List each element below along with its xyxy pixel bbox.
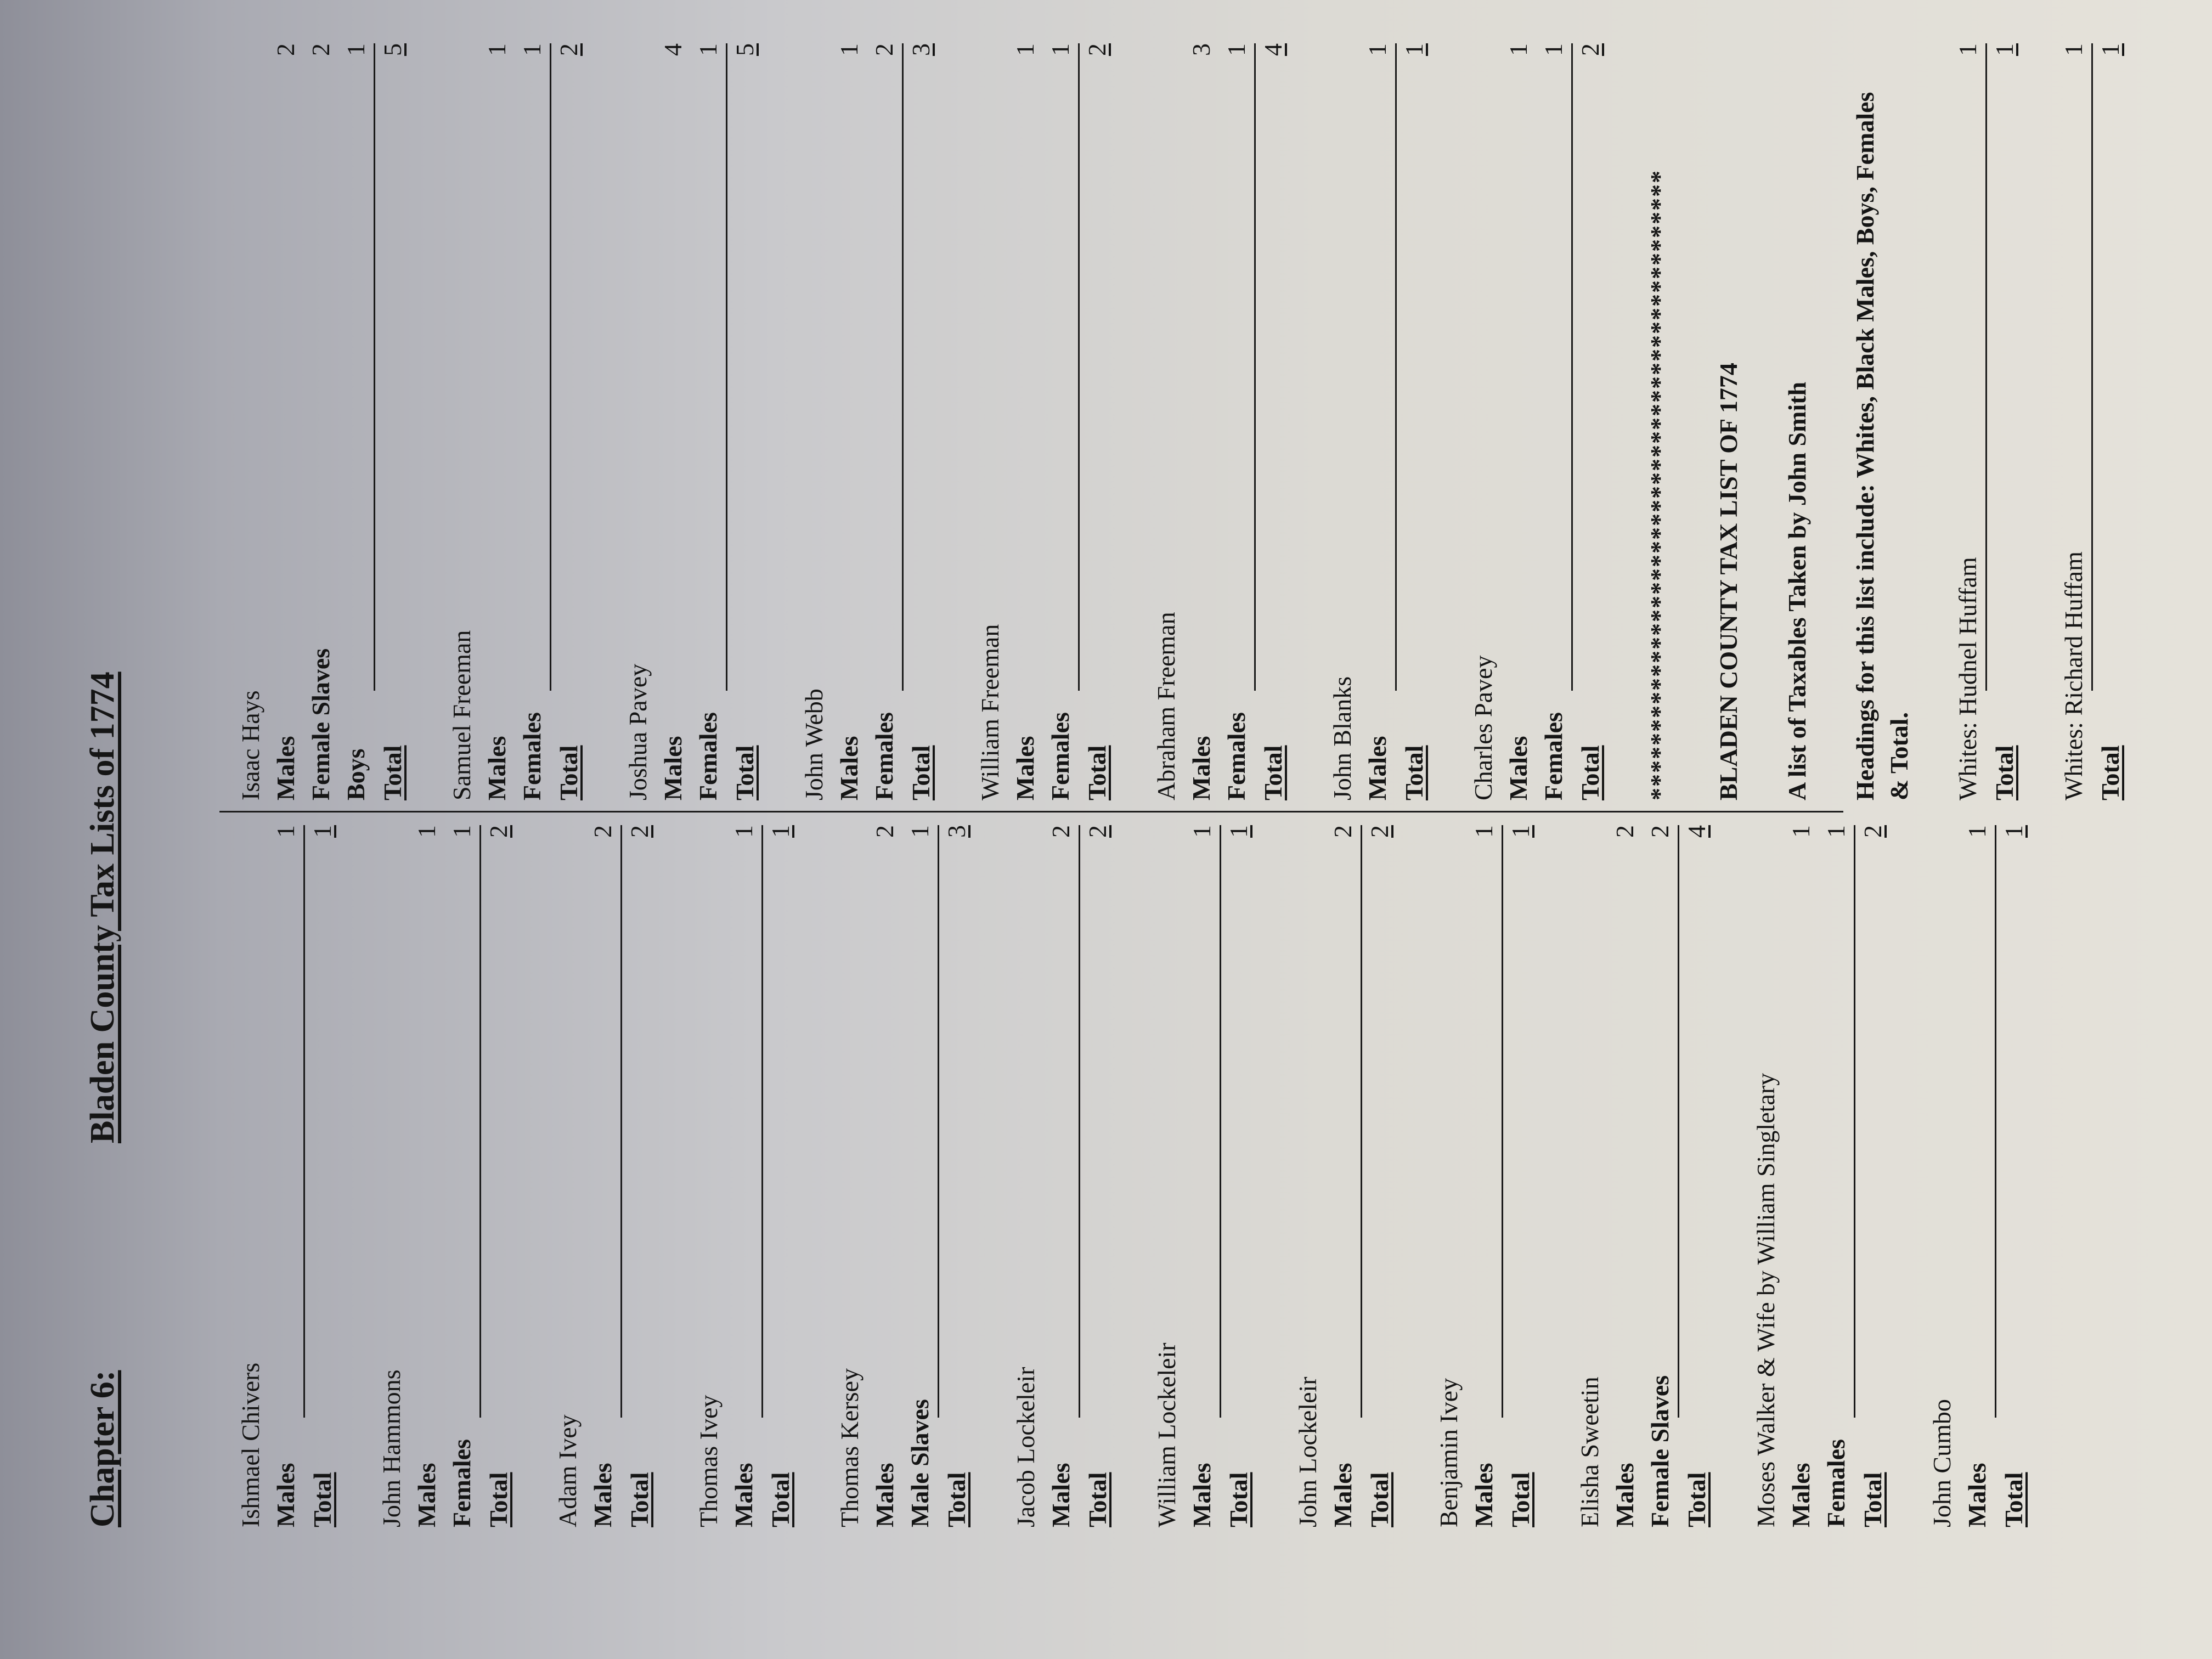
total-label: Total <box>731 745 759 800</box>
row-value: 1 <box>1822 825 1850 838</box>
row-label: Males <box>835 736 863 800</box>
total-value: 2 <box>484 825 512 838</box>
total-value: 5 <box>379 43 407 56</box>
total-value: 3 <box>907 43 935 56</box>
total-value: 5 <box>731 43 759 56</box>
entry-row <box>1819 825 1854 1527</box>
tax-entry <box>832 825 974 1527</box>
entry-name: Whites: Richard Huffam <box>2059 551 2087 800</box>
total-label: Total <box>1400 745 1428 800</box>
entry-total-row <box>1985 43 2022 800</box>
total-label: Total <box>1683 1472 1711 1527</box>
total-value: 4 <box>1259 43 1287 56</box>
total-value: 1 <box>2000 825 2028 838</box>
white-entries <box>1950 43 2128 800</box>
entry-name: Elisha Sweetin <box>1576 1376 1604 1527</box>
entry-row <box>1501 43 1536 800</box>
entry-row <box>1184 43 1219 800</box>
entry-row <box>515 43 550 800</box>
entry-row <box>691 43 726 800</box>
row-value: 1 <box>518 43 546 56</box>
tax-entry <box>374 825 516 1527</box>
total-label: Total <box>1506 1472 1534 1527</box>
total-label: Total <box>1990 745 2018 800</box>
entry-row <box>1219 43 1254 800</box>
tax-entry <box>2056 43 2128 800</box>
tax-entry <box>1431 825 1538 1527</box>
row-label: Females <box>448 1439 476 1527</box>
right-entries <box>233 43 1608 800</box>
tax-entry <box>233 43 410 800</box>
row-label: Male Slaves <box>906 1399 934 1527</box>
entry-total-row <box>938 825 974 1527</box>
entry-row <box>1607 825 1643 1527</box>
row-value: 1 <box>1963 825 1991 838</box>
entry-row <box>1184 825 1220 1527</box>
entry-row <box>268 825 303 1527</box>
headings-note: Headings for this list include: Whites, Black Males, Boys, Females & Total. <box>1851 92 1913 800</box>
total-value: 4 <box>1683 825 1711 838</box>
total-value: 3 <box>943 825 970 838</box>
entry-row <box>867 43 902 800</box>
row-label: Females <box>1539 712 1567 800</box>
total-label: Total <box>1084 1472 1111 1527</box>
entry-total-row <box>1854 825 1891 1527</box>
row-label: Males <box>1504 736 1532 800</box>
total-value: 1 <box>1990 43 2018 56</box>
total-label: Total <box>484 1472 512 1527</box>
entry-name: Jacob Lockeleir <box>1012 1367 1040 1527</box>
total-label: Total <box>1576 745 1604 800</box>
entry-total-row <box>1678 825 1714 1527</box>
entry-name: John Hammons <box>377 1369 405 1527</box>
row-value: 1 <box>906 825 934 838</box>
row-label: Males <box>272 736 300 800</box>
tax-entry <box>1008 825 1115 1527</box>
tax-entry <box>550 825 657 1527</box>
row-value: 1 <box>413 825 441 838</box>
row-label: Females <box>694 712 722 800</box>
chapter-label: Chapter 6: <box>84 1370 121 1527</box>
entry-row <box>479 43 515 800</box>
total-value: 2 <box>555 43 583 56</box>
row-label: Boys <box>342 748 370 800</box>
entry-total-row <box>1220 825 1256 1527</box>
total-label: Total <box>766 1472 794 1527</box>
row-label: Males <box>1188 1463 1216 1527</box>
entry-total-row <box>1254 43 1291 800</box>
section-heading: BLADEN COUNTY TAX LIST OF 1774 <box>1714 363 1742 800</box>
row-label: Males <box>589 1463 617 1527</box>
row-label: Males <box>1611 1463 1639 1527</box>
total-label: Total <box>1083 745 1111 800</box>
row-label: Females <box>518 712 546 800</box>
row-label: Females <box>1046 712 1074 800</box>
row-label: Males <box>413 1463 441 1527</box>
entry-name-row <box>2056 43 2091 800</box>
row-label: Males <box>730 1463 758 1527</box>
total-value: 1 <box>1224 825 1252 838</box>
entry-row <box>832 43 867 800</box>
tax-entry <box>233 825 340 1527</box>
total-value: 2 <box>625 825 653 838</box>
entry-total-row <box>620 825 657 1527</box>
entry-row <box>726 825 761 1527</box>
entry-row <box>1466 825 1502 1527</box>
entry-total-row <box>1078 43 1115 800</box>
total-label: Total <box>1859 1472 1887 1527</box>
separator-stars: ********************************************** <box>1645 170 1673 800</box>
total-label: Total <box>555 745 583 800</box>
entry-row <box>1784 825 1819 1527</box>
row-value: 1 <box>730 825 758 838</box>
row-value: 1 <box>1222 43 1250 56</box>
entry-row <box>1008 43 1043 800</box>
entry-name: John Cumbo <box>1928 1399 1956 1527</box>
entry-row <box>902 825 938 1527</box>
entry-total-row <box>1571 43 1608 800</box>
tax-entry <box>1950 43 2022 800</box>
total-value: 2 <box>1083 43 1111 56</box>
row-label: Males <box>1470 1463 1498 1527</box>
total-value: 2 <box>1365 825 1393 838</box>
row-value: 2 <box>1329 825 1357 838</box>
total-value: 2 <box>1859 825 1887 838</box>
row-value: 1 <box>1188 825 1216 838</box>
entry-name: Benjamin Ivey <box>1435 1378 1463 1527</box>
row-value: 3 <box>1187 43 1215 56</box>
total-label: Total <box>379 745 407 800</box>
total-label: Total <box>2000 1472 2028 1527</box>
entry-row <box>268 43 303 800</box>
row-value: 1 <box>483 43 511 56</box>
right-column <box>233 43 2162 800</box>
entry-name: Charles Pavey <box>1469 655 1497 800</box>
entry-row <box>1360 43 1395 800</box>
entry-name-row <box>1950 43 1985 800</box>
tax-entry <box>1925 825 2032 1527</box>
entry-total-row <box>1502 825 1538 1527</box>
entry-total-row <box>1361 825 1397 1527</box>
entry-name: William Freeman <box>976 624 1004 800</box>
chapter-title: Bladen County Tax Lists of 1774 <box>84 672 121 1143</box>
tax-entry <box>444 43 586 800</box>
entry-name: Abraham Freeman <box>1152 612 1180 800</box>
row-label: Males <box>272 1463 300 1527</box>
entry-row <box>338 43 374 800</box>
row-value: 1 <box>1504 43 1532 56</box>
entry-row <box>1043 825 1079 1527</box>
total-label: Total <box>907 745 935 800</box>
tax-entry <box>620 43 763 800</box>
total-value: 1 <box>1400 43 1428 56</box>
row-label: Females <box>1822 1439 1850 1527</box>
entry-name-value: 1 <box>2059 43 2087 56</box>
tax-entry <box>1748 825 1891 1527</box>
row-value: 2 <box>871 825 899 838</box>
entry-row <box>1043 43 1078 800</box>
tax-entry <box>1149 43 1291 800</box>
entry-total-row <box>1995 825 2032 1527</box>
tax-entry <box>1572 825 1714 1527</box>
tax-entry <box>691 825 798 1527</box>
row-value: 1 <box>272 825 300 838</box>
row-label: Female Slaves <box>1646 1375 1674 1527</box>
total-label: Total <box>625 1472 653 1527</box>
entry-total-row <box>1395 43 1432 800</box>
row-label: Males <box>871 1463 899 1527</box>
total-value: 2 <box>1084 825 1111 838</box>
row-label: Males <box>1011 736 1039 800</box>
row-value: 1 <box>1363 43 1391 56</box>
entry-total-row <box>2091 43 2128 800</box>
row-label: Males <box>1329 1463 1357 1527</box>
row-value: 1 <box>1787 825 1815 838</box>
entry-name: Isaac Hays <box>236 690 264 800</box>
tax-entry <box>973 43 1115 800</box>
entry-name: Moses Walker & Wife by William Singletary <box>1752 1073 1780 1527</box>
row-value: 2 <box>1047 825 1075 838</box>
entry-name: John Lockeleir <box>1294 1376 1322 1527</box>
row-label: Males <box>1787 1463 1815 1527</box>
entry-row <box>656 43 691 800</box>
row-value: 1 <box>1539 43 1567 56</box>
row-value: 1 <box>448 825 476 838</box>
total-value: 2 <box>1576 43 1604 56</box>
row-value: 2 <box>1646 825 1674 838</box>
tax-entry <box>1149 825 1256 1527</box>
entry-name: Ishmael Chivers <box>236 1362 264 1527</box>
tax-entry <box>1466 43 1608 800</box>
entry-row <box>1960 825 1995 1527</box>
row-label: Males <box>483 736 511 800</box>
tax-entry <box>1290 825 1397 1527</box>
row-value: 2 <box>307 43 335 56</box>
entry-row <box>1325 825 1361 1527</box>
row-label: Males <box>1963 1463 1991 1527</box>
tax-entry <box>1325 43 1432 800</box>
entry-total-row <box>374 43 410 800</box>
row-value: 2 <box>589 825 617 838</box>
entry-name: John Blanks <box>1328 676 1356 800</box>
total-value: 1 <box>766 825 794 838</box>
entry-total-row <box>550 43 586 800</box>
left-column <box>233 825 2066 1527</box>
row-value: 1 <box>1011 43 1039 56</box>
total-label: Total <box>2096 745 2124 800</box>
entry-total-row <box>479 825 516 1527</box>
row-value: 2 <box>1611 825 1639 838</box>
row-label: Males <box>1363 736 1391 800</box>
entry-row <box>867 825 902 1527</box>
intro-text: A list of Taxables Taken by John Smith <box>1783 381 1811 800</box>
row-value: 4 <box>659 43 687 56</box>
entry-total-row <box>902 43 939 800</box>
column-divider <box>219 811 1843 812</box>
total-value: 1 <box>308 825 336 838</box>
entry-name: John Webb <box>800 689 828 800</box>
row-label: Males <box>1187 736 1215 800</box>
tax-entry <box>797 43 939 800</box>
entry-name: Samuel Freeman <box>448 630 476 800</box>
row-value: 1 <box>694 43 722 56</box>
total-label: Total <box>1365 1472 1393 1527</box>
entry-total-row <box>1079 825 1115 1527</box>
row-value: 1 <box>342 43 370 56</box>
entry-name: Joshua Pavey <box>624 663 652 800</box>
entry-name: William Lockeleir <box>1153 1342 1181 1527</box>
row-value: 1 <box>835 43 863 56</box>
row-value: 2 <box>272 43 300 56</box>
total-label: Total <box>1224 1472 1252 1527</box>
entry-row <box>1536 43 1571 800</box>
entry-name: Whites: Hudnel Huffam <box>1954 557 1982 800</box>
entry-row <box>444 825 479 1527</box>
entry-total-row <box>303 825 340 1527</box>
row-value: 1 <box>1470 825 1498 838</box>
entry-row <box>585 825 620 1527</box>
entry-total-row <box>726 43 763 800</box>
row-label: Females <box>870 712 898 800</box>
row-label: Males <box>1047 1463 1075 1527</box>
row-label: Males <box>659 736 687 800</box>
page-header <box>83 101 122 1527</box>
entry-name: Thomas Kersey <box>836 1368 864 1527</box>
entry-row <box>303 43 338 800</box>
total-label: Total <box>1259 745 1287 800</box>
total-label: Total <box>943 1472 970 1527</box>
total-label: Total <box>308 1472 336 1527</box>
entry-row <box>1643 825 1678 1527</box>
row-value: 1 <box>1046 43 1074 56</box>
entry-name: Adam Ivey <box>554 1414 582 1527</box>
row-label: Female Slaves <box>307 648 335 800</box>
entry-total-row <box>761 825 798 1527</box>
entry-row <box>409 825 444 1527</box>
row-label: Females <box>1222 712 1250 800</box>
total-value: 1 <box>1506 825 1534 838</box>
row-value: 2 <box>870 43 898 56</box>
total-value: 1 <box>2096 43 2124 56</box>
entry-name-value: 1 <box>1954 43 1982 56</box>
entry-name: Thomas Ivey <box>695 1395 723 1527</box>
